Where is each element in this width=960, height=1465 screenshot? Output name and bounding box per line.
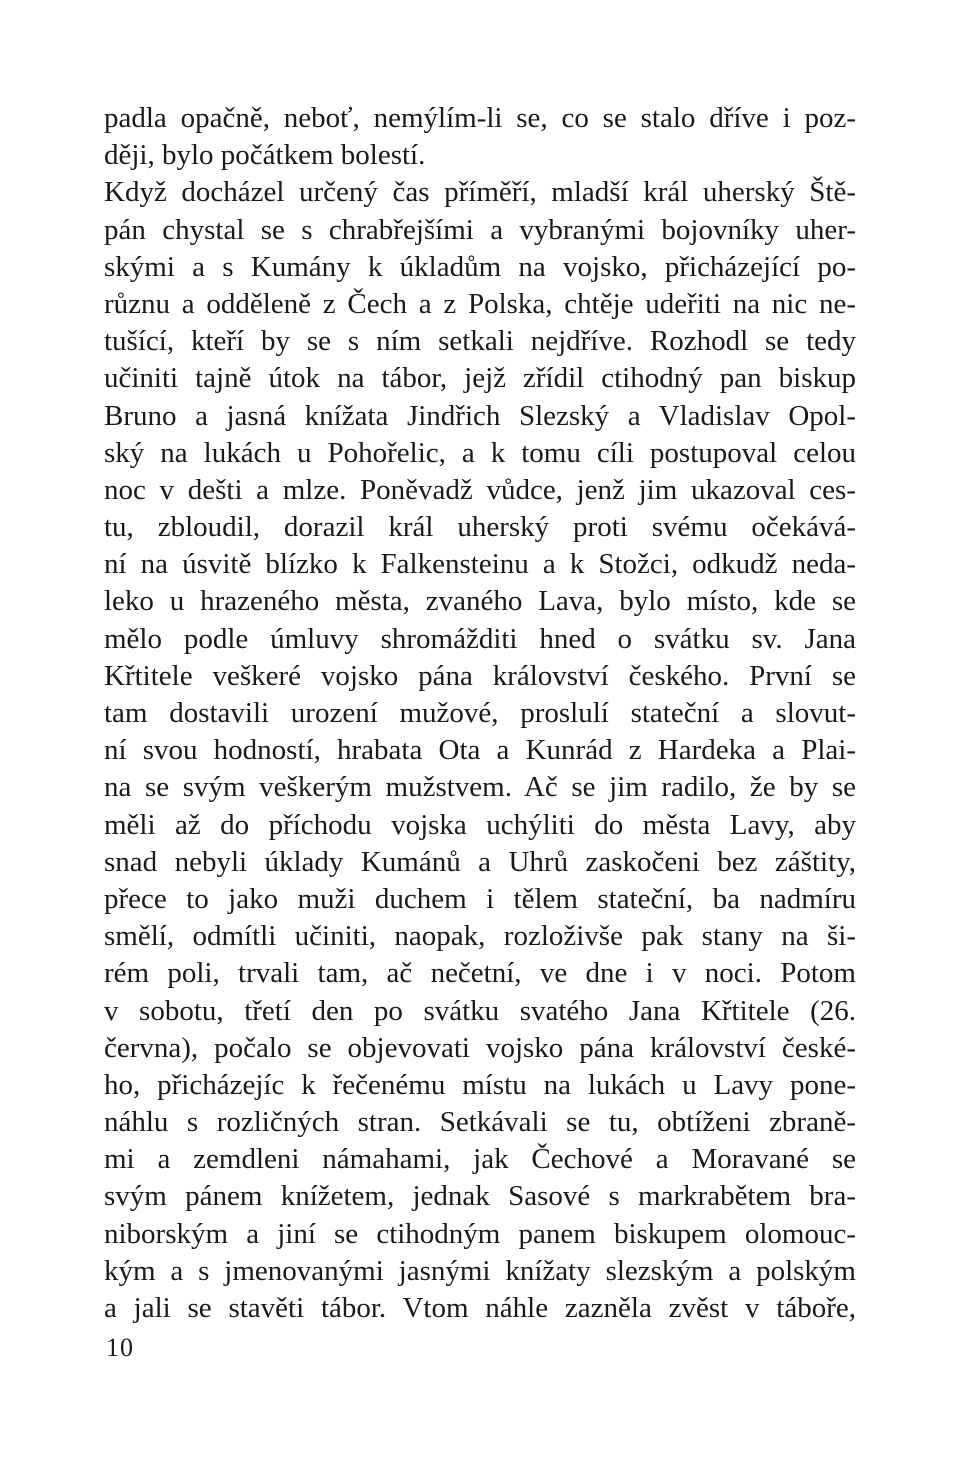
text-line: června), počalo se objevovati vojsko pána království české-: [104, 1031, 856, 1064]
text-line: tu, zbloudil, dorazil král uherský proti svému očekává-: [104, 511, 856, 544]
text-line: kým a s jmenovanými jasnými knížaty slezským a polským: [104, 1254, 856, 1287]
text-line: Křtitele veškeré vojsko pána království českého. První se: [104, 659, 856, 692]
text-line: padla opačně, neboť, nemýlím-li se, co se stalo dříve i poz-: [104, 102, 856, 134]
text-line: přece to jako muži duchem i tělem stateční, ba nadmíru: [104, 882, 856, 915]
text-line: skými a s Kumány k úkladům na vojsko, přicházející po-: [104, 250, 856, 283]
text-line: svým pánem knížetem, jednak Sasové s markrabětem bra-: [104, 1180, 856, 1213]
text-line: mělo podle úmluvy shromážditi hned o svátku sv. Jana: [104, 622, 856, 655]
text-line: Bruno a jasná knížata Jindřich Slezský a Vladislav Opol-: [104, 399, 856, 432]
text-line: učiniti tajně útok na tábor, jejž zřídil ctihodný pan biskup: [104, 362, 856, 395]
text-line: rém poli, trvali tam, ač nečetní, ve dne i v noci. Potom: [104, 957, 856, 990]
text-line: leko u hrazeného města, zvaného Lava, bylo místo, kde se: [104, 585, 856, 618]
text-line: smělí, odmítli učiniti, naopak, rozloživše pak stany na ši-: [104, 920, 856, 953]
text-line: ději, bylo počátkem bolestí.: [104, 139, 426, 172]
text-line: pán chystal se s chrabřejšími a vybranými bojovníky uher-: [104, 213, 856, 246]
text-line: noc v dešti a mlze. Poněvadž vůdce, jenž jim ukazoval ces-: [104, 473, 856, 506]
text-line: náhlu s rozličných stran. Setkávali se tu, obtíženi zbraně-: [104, 1106, 856, 1139]
text-line: ho, přicházejíc k řečenému místu na lukách u Lavy pone-: [104, 1068, 856, 1101]
text-line: a jali se stavěti tábor. Vtom náhle zazněla zvěst v táboře,: [104, 1292, 856, 1324]
text-line: ní na úsvitě blízko k Falkensteinu a k Stožci, odkudž neda-: [104, 548, 856, 581]
text-line: tušící, kteří by se s ním setkali nejdříve. Rozhodl se tedy: [104, 325, 856, 358]
text-line: mi a zemdleni námahami, jak Čechové a Moravané se: [104, 1143, 856, 1176]
text-line: Když docházel určený čas příměří, mladší král uherský Ště-: [104, 176, 856, 209]
text-line: snad nebyli úklady Kumánů a Uhrů zaskočeni bez záštity,: [104, 845, 856, 878]
text-line: tam dostavili urození mužové, proslulí stateční a slovut-: [104, 697, 856, 729]
text-line: v sobotu, třetí den po svátku svatého Jana Křtitele (26.: [104, 994, 856, 1027]
page-number: 10: [106, 1333, 134, 1362]
text-line: měli až do příchodu vojska uchýliti do města Lavy, aby: [104, 808, 856, 841]
text-line: ní svou hodností, hrabata Ota a Kunrád z Hardeka a Plai-: [104, 734, 856, 767]
text-line: různu a odděleně z Čech a z Polska, chtěje udeřiti na nic ne-: [104, 287, 856, 320]
text-line: niborským a jiní se ctihodným panem biskupem olomouc-: [104, 1217, 856, 1250]
text-line: na se svým veškerým mužstvem. Ač se jim radilo, že by se: [104, 771, 856, 804]
text-line: ský na lukách u Pohořelic, a k tomu cíli postupoval celou: [104, 436, 856, 469]
body-text: [104, 100, 856, 1327]
